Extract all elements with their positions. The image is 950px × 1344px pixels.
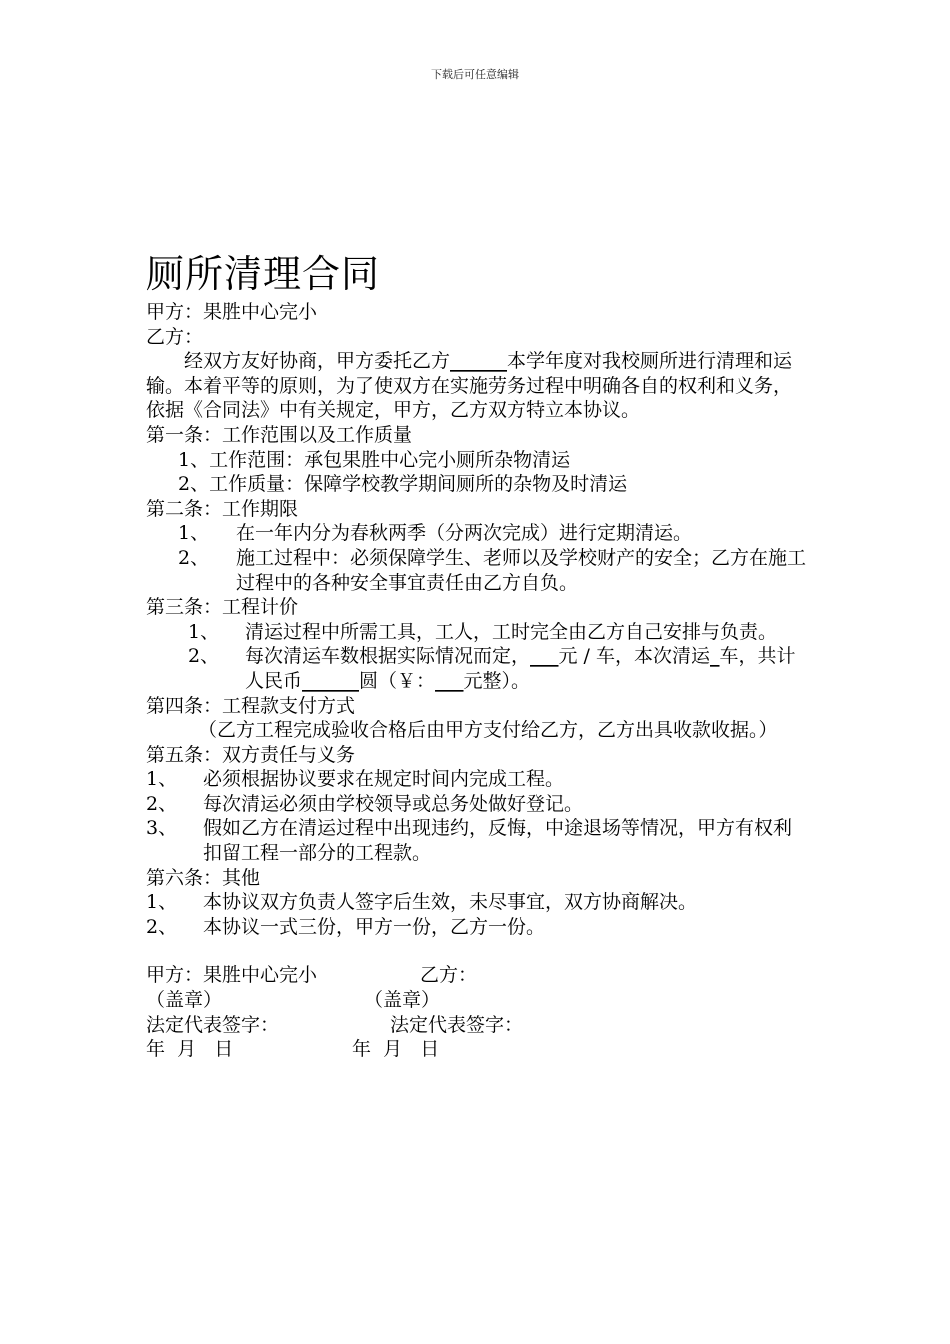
intro-paragraph: 经双方友好协商，甲方委托乙方______本学年度对我校厕所进行清理和运输。本着平等的原则，为了使双方在实施劳务过程中明确各自的权利和义务，依据《合同法》中有关规定，甲方，乙方双方特立本协议。 xyxy=(146,350,793,422)
contract-document xyxy=(146,250,806,1062)
blank-field: ______ xyxy=(450,350,508,373)
article-6-heading: 第六条：其他 xyxy=(146,866,261,889)
party-a-line: 甲方：果胜中心完小 xyxy=(146,301,318,323)
signature-party-b: 乙方： xyxy=(420,964,478,987)
seal-b: （盖章） xyxy=(364,989,441,1012)
signature-row-date xyxy=(146,1037,806,1062)
date-b: 年 月 日 xyxy=(352,1038,440,1061)
signature-party-a: 甲方：果胜中心完小 xyxy=(146,964,318,987)
rep-sign-a: 法定代表签字： xyxy=(146,1013,280,1036)
article-3-heading: 第三条：工程计价 xyxy=(146,596,299,619)
article-3-item: 2、 每次清运车数根据实际情况而定，___元 / 车，本次清运_车，共计人民币______圆（￥：___元整）。 xyxy=(188,645,796,692)
seal-a: （盖章） xyxy=(146,989,223,1012)
article-4-text: （乙方工程完成验收合格后由甲方支付给乙方，乙方出具收款收据。） xyxy=(198,719,778,742)
date-a: 年 月 日 xyxy=(146,1038,234,1061)
document-title: 厕所清理合同 xyxy=(146,252,381,296)
article-1-heading: 第一条：工作范围以及工作质量 xyxy=(146,423,413,446)
signature-row-party xyxy=(146,963,806,988)
signature-row-seal xyxy=(146,988,806,1013)
party-b-line: 乙方： xyxy=(146,325,204,348)
article-5-heading: 第五条：双方责任与义务 xyxy=(146,743,356,766)
article-2-item: 1、 在一年内分为春秋两季（分两次完成）进行定期清运。 xyxy=(178,522,693,545)
blank-field: ___ xyxy=(530,645,559,668)
blank-field: ______ xyxy=(302,669,360,692)
article-2-item: 2、 施工过程中：必须保障学生、老师以及学校财产的安全；乙方在施工过程中的各种安全事宜责任由乙方自负。 xyxy=(178,546,807,594)
signature-row-rep xyxy=(146,1013,806,1038)
header-note: 下载后可任意编辑 xyxy=(431,68,519,81)
article-5-item: 3、 假如乙方在清运过程中出现违约，反悔，中途退场等情况，甲方有权利扣留工程一部分的工程款。 xyxy=(146,817,793,865)
article-4-heading: 第四条：工程款支付方式 xyxy=(146,694,356,717)
article-5-item: 1、 必须根据协议要求在规定时间内完成工程。 xyxy=(146,768,565,791)
article-1-item: 2、工作质量：保障学校教学期间厕所的杂物及时清运 xyxy=(178,473,628,496)
article-6-item: 2、 本协议一式三份，甲方一份，乙方一份。 xyxy=(146,915,546,938)
article-6-item: 1、 本协议双方负责人签字后生效，未尽事宜，双方协商解决。 xyxy=(146,891,698,914)
article-2-heading: 第二条：工作期限 xyxy=(146,497,299,520)
blank-field: _ xyxy=(710,645,720,668)
article-5-item: 2、 每次清运必须由学校领导或总务处做好登记。 xyxy=(146,792,584,815)
blank-field: ___ xyxy=(435,669,464,692)
article-3-item: 1、 清运过程中所需工具，工人，工时完全由乙方自己安排与负责。 xyxy=(188,620,778,643)
rep-sign-b: 法定代表签字： xyxy=(390,1013,524,1036)
article-1-item: 1、工作范围：承包果胜中心完小厕所杂物清运 xyxy=(178,448,571,471)
